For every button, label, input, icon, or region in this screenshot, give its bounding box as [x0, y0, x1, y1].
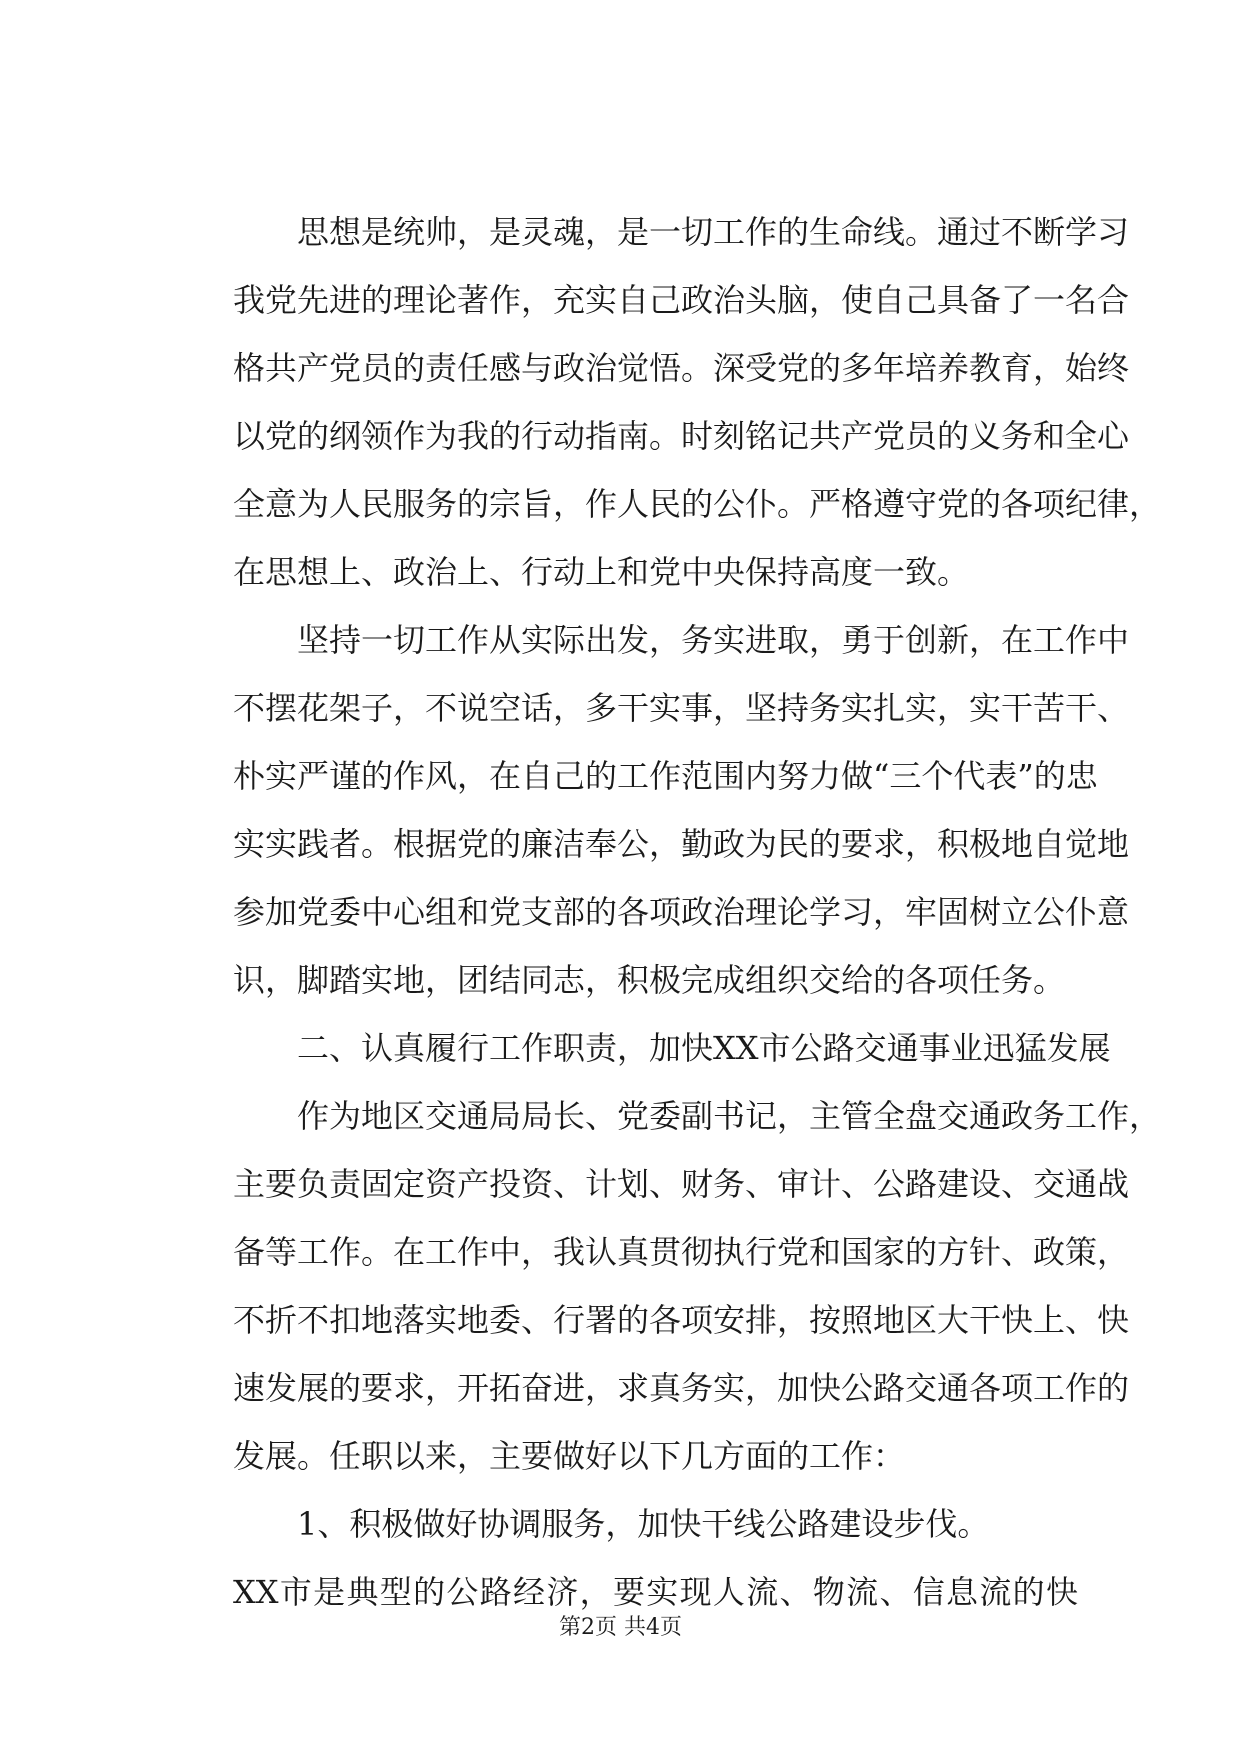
paragraph-line: 我党先进的理论著作，充实自己政治头脑，使自己具备了一名合	[233, 281, 1130, 319]
paragraph-line: 速发展的要求，开拓奋进，求真务实，加快公路交通各项工作的	[233, 1369, 1130, 1407]
paragraph-line: XX市是典型的公路经济，要实现人流、物流、信息流的快	[233, 1573, 1078, 1611]
page-number-footer: 第2页 共4页	[559, 1615, 682, 1640]
paragraph-line: 发展。任职以来，主要做好以下几方面的工作：	[233, 1437, 906, 1475]
paragraph-line: 不摆花架子，不说空话，多干实事，坚持务实扎实，实干苦干、	[233, 689, 1130, 727]
paragraph-line: 作为地区交通局局长、党委副书记，主管全盘交通政务工作，	[297, 1097, 1162, 1135]
paragraph-line: 格共产党员的责任感与政治觉悟。深受党的多年培养教育，始终	[233, 349, 1130, 387]
paragraph-line: 以党的纲领作为我的行动指南。时刻铭记共产党员的义务和全心	[233, 417, 1130, 455]
paragraph-line: 识，脚踏实地，团结同志，积极完成组织交给的各项任务。	[233, 961, 1066, 999]
paragraph-line: 备等工作。在工作中，我认真贯彻执行党和国家的方针、政策，	[233, 1233, 1130, 1271]
paragraph-line: 坚持一切工作从实际出发，务实进取，勇于创新，在工作中	[297, 621, 1130, 659]
paragraph-line: 在思想上、政治上、行动上和党中央保持高度一致。	[233, 553, 970, 591]
subsection-heading: 1、积极做好协调服务，加快干线公路建设步伐。	[297, 1505, 990, 1543]
paragraph-line: 朴实严谨的作风，在自己的工作范围内努力做“三个代表”的忠	[233, 757, 1098, 795]
paragraph-line: 全意为人民服务的宗旨，作人民的公仆。严格遵守党的各项纪律，	[233, 485, 1162, 523]
paragraph-line: 参加党委中心组和党支部的各项政治理论学习，牢固树立公仆意	[233, 893, 1130, 931]
paragraph-line: 不折不扣地落实地委、行署的各项安排，按照地区大干快上、快	[233, 1301, 1130, 1339]
paragraph-line: 思想是统帅，是灵魂，是一切工作的生命线。通过不断学习	[297, 213, 1130, 251]
document-body	[233, 198, 1162, 1626]
paragraph-line: 主要负责固定资产投资、计划、财务、审计、公路建设、交通战	[233, 1165, 1130, 1203]
paragraph-line: 实实践者。根据党的廉洁奉公，勤政为民的要求，积极地自觉地	[233, 825, 1130, 863]
section-heading: 二、认真履行工作职责，加快XX市公路交通事业迅猛发展	[297, 1029, 1111, 1067]
